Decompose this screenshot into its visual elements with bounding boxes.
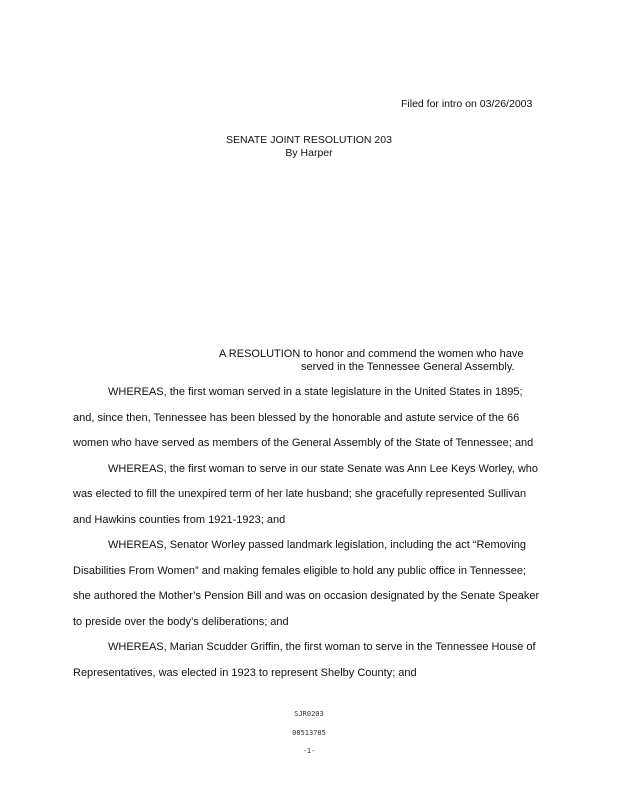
filed-date: Filed for intro on 03/26/2003 [401, 98, 533, 110]
footer-document-number: 00513785 [292, 729, 326, 737]
body-line: women who have served as members of the General Assembly of the State of Tennessee; and [73, 437, 534, 449]
body-line: to preside over the body’s deliberations; and [73, 615, 289, 628]
body-line: WHEREAS, the first woman served in a state legislature in the United States in 1895; [108, 386, 523, 398]
body-line: she authored the Mother’s Pension Bill and was on occasion designated by the Senate Speaker [73, 590, 540, 602]
footer-page-number: -1- [302, 747, 316, 755]
sponsor-line: By Harper [285, 147, 333, 159]
body-line: WHEREAS, Marian Scudder Griffin, the first woman to serve in the Tennessee House of [108, 641, 536, 653]
resolution-caption-line-2: served in the Tennessee General Assembly. [301, 361, 515, 373]
body-line: Disabilities From Women” and making females eligible to hold any public office in Tennessee; [73, 564, 527, 577]
body-line: and, since then, Tennessee has been blessed by the honorable and astute service of the 66 [73, 411, 520, 424]
resolution-title: SENATE JOINT RESOLUTION 203 [226, 134, 392, 146]
body-line: and Hawkins counties from 1921-1923; and [73, 513, 286, 526]
footer-bill-code: SJR0203 [294, 710, 324, 718]
body-line: was elected to fill the unexpired term of her late husband; she gracefully represented Sullivan [73, 488, 527, 500]
body-line: WHEREAS, the first woman to serve in our state Senate was Ann Lee Keys Worley, who [108, 462, 539, 475]
body-line: WHEREAS, Senator Worley passed landmark legislation, including the act “Removing [108, 539, 526, 551]
resolution-body [73, 380, 553, 686]
body-line: Representatives, was elected in 1923 to represent Shelby County; and [73, 666, 417, 679]
resolution-caption-line-1: A RESOLUTION to honor and commend the women who have [219, 348, 524, 360]
